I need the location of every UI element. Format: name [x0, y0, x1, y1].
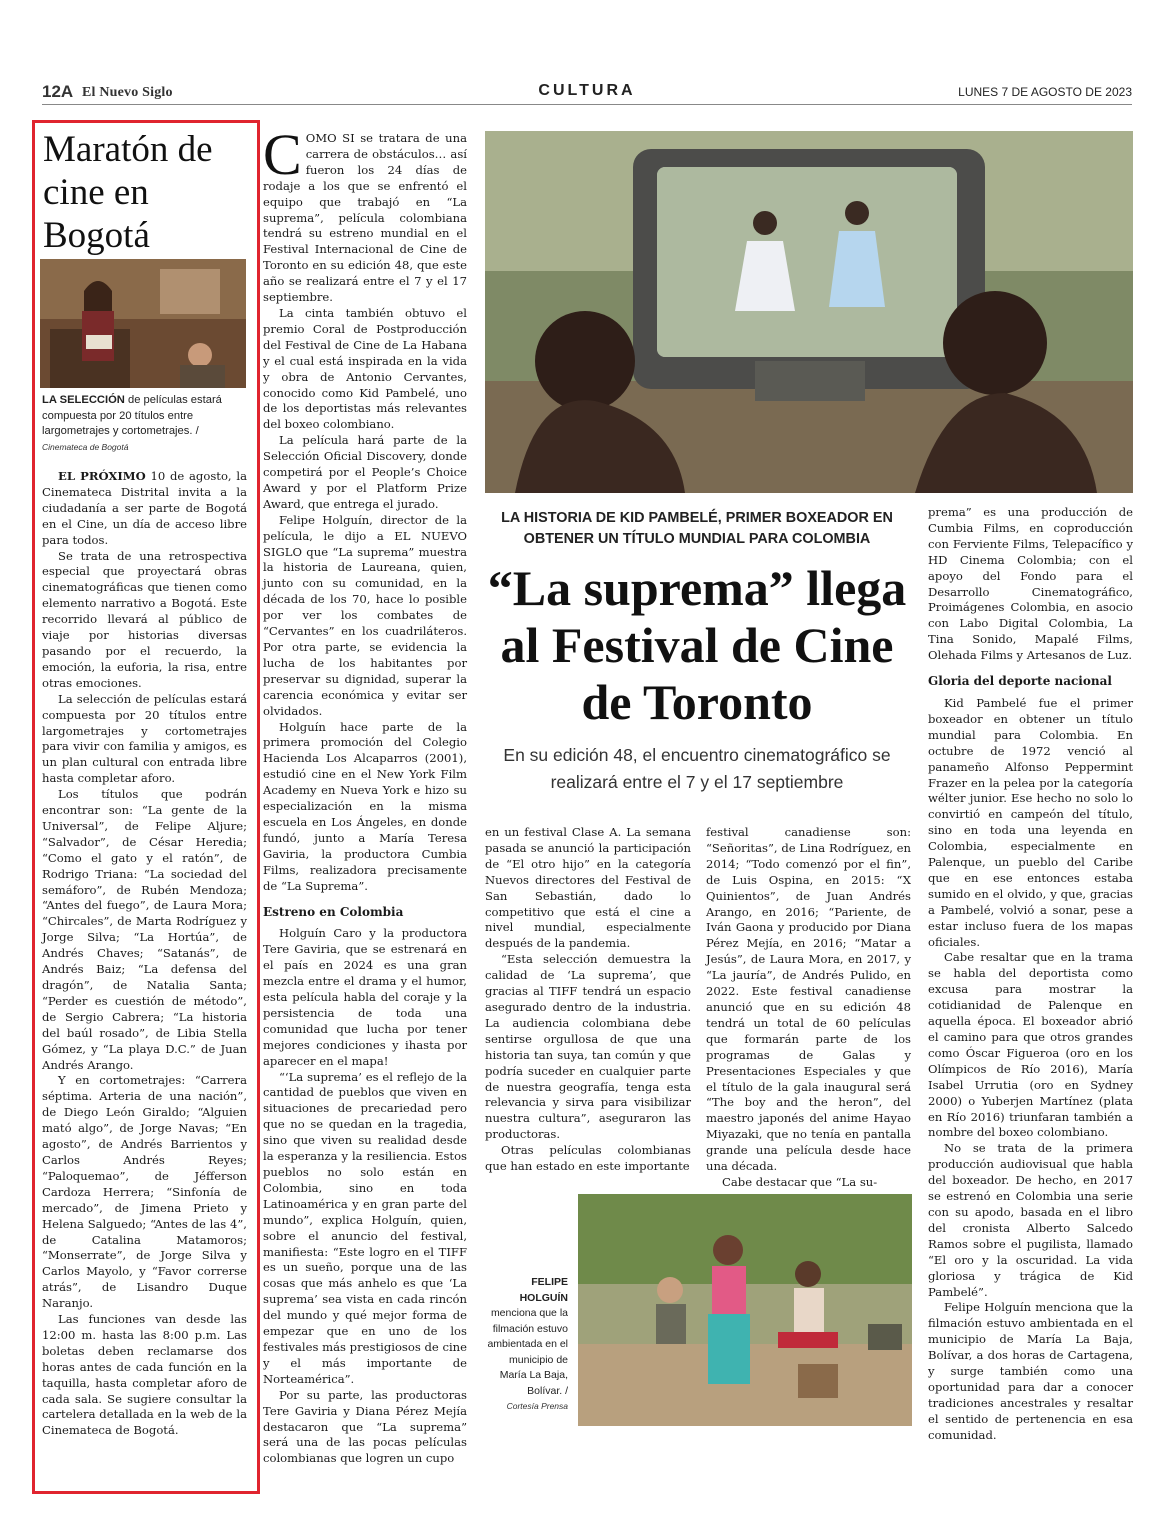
page-header: [42, 82, 1132, 105]
photo-credit: Cortesía Prensa: [506, 1401, 568, 1411]
paragraph: Los títulos que podrán encontrar son: “La gente de la Universal”, de Felipe Aljure; “Salvador”, de César Heredia; “Como el gato y el ratón”, de Rodrigo Triana: “La sociedad del semáforo”, de Rubén Mendoza; “Antes del fuego”, de Laura Mora; “Chircales”, de Marta Rodríguez y Jorge Silva; “La Hortúa”, de Andrés Chaves; “Satanás”, de Andrés Baiz; “La defensa del dragón”, de Natalia Santa; “Perder es cuestión de método”, de Sergio Cabrera; “La historia del baúl rosado”, de Libia Stella Gómez, y “La playa D.C.” de Juan Andrés Arango.: [42, 787, 247, 1072]
paragraph: prema” es una producción de Cumbia Films, en coproducción con Ferviente Films, Telepacífico y HD Cinema Colombia; con el apoyo del Fondo para el Desarrollo Cinematográfico, Proimágenes Colombia, en asocio con Labo Digital Colombia, La Tina Sonido, Mapalé Films, Olehada Films y Artesanos de Luz.: [928, 505, 1133, 663]
paragraph: La selección de películas estará compuesta por 20 títulos entre largometrajes y cortometrajes para vivir con familia y amigos, es un plan cultural con entrada libre hasta completar aforo.: [42, 691, 247, 786]
photo-credit: Cinemateca de Bogotá: [42, 441, 129, 452]
sidebar-title: Maratón de cine en Bogotá: [43, 129, 213, 256]
paragraph: [42, 469, 247, 549]
subheading: Gloria del deporte nacional: [928, 674, 1112, 689]
paragraph: festival canadiense son: “Señoritas”, de Lina Rodríguez, en 2014; “Todo comenzó por el fin”, de Luis Ospina, en 2015: “X Quinientos”, de Juan Andrés Arango, en 2016; “Pariente, de Iván Gaona y producido por Diana Pérez Mejía, en 2016; “Matar a Jesús”, de Laura Mora, en 2017, y “La jauría”, de Andrés Pulido, en 2022. Este festival canadiense anunció que en su edición 48 tendrá un total de 60 películas que formarán parte de los programas de Galas y Presentaciones Especiales y que el título de la gala inaugural será “The boy and the heron”, del maestro japonés del anime Hayao Miyazaki, que no tenía en pantalla grande una película desde hace una década.: [706, 825, 911, 1174]
article-column-3: [706, 825, 911, 1191]
second-photo-caption: [485, 1275, 568, 1415]
lead-words: EL PRÓXIMO: [58, 469, 146, 483]
article-headline: “La suprema” llega al Festival de Cine de Toronto: [487, 560, 907, 730]
lead-text: 10 de agosto, la Cinemateca Distrital invita a la ciudadanía a ser parte de Bogotá en el Cine, un día de acceso libre para todos.: [42, 469, 247, 547]
paragraph: Kid Pambelé fue el primer boxeador en obtener un título mundial para Colombia. En octubre de 1972 venció al panameño Alfonso Peppermint Frazer en la pelea por la categoría wélter junior. Ese hecho no solo lo convirtió en campeón del título, sino en toda una leyenda en Colombia, especialmente en Palenque, un pueblo del Caribe que en ese entonces estaba sumido en el olvido, y que, gracias a Pambelé, volvió a sonar, pese a estar incluso fuera de los mapas oficiales.: [928, 695, 1133, 949]
paragraph: Por su parte, las productoras Tere Gaviria y Diana Pérez Mejía destacaron que “La suprema” será una de las pocas películas colombianas que logren un cupo: [263, 1387, 467, 1466]
paragraph: Cabe resaltar que en la trama se habla del deportista como excusa para mostrar la cotidianidad de Palenque en aquella época. El boxeador abrió el camino para que otros grandes como Óscar Figueroa (oro en los Olímpicos de Río 2016), María Isabel Urrutia (oro en Sydney 2000) o Yuberjen Martínez (plata en Río 2016) triunfaran también a nombre del boxeo colombiano.: [928, 950, 1133, 1140]
second-photo: [578, 1194, 912, 1426]
section-name: CULTURA: [538, 82, 636, 99]
article-deck: En su edición 48, el encuentro cinematográfico se realizará entre el 7 y el 17 septiembre: [503, 745, 891, 792]
sidebar-photo: [40, 259, 246, 388]
caption-lead: LA SELECCIÓN: [42, 394, 125, 406]
opening-paragraph: [263, 122, 467, 306]
paragraph: Las funciones van desde las 12:00 m. hasta las 8:00 p.m. Las boletas deben reclamarse dos horas antes de cada función en la taquilla, hasta completar aforo de cada sala. Se sugiere consultar la cartelera detallada en la web de la Cinemateca de Bogotá.: [42, 1312, 247, 1438]
paragraph: Holguín hace parte de la primera promoción del Colegio Hacienda Los Alcaparros (2001), estudió cine en el New York Film Academy en Nueva York e hizo su especialización en la misma escuela en Los Ángeles, en donde fundó, junto a María Teresa Gaviria, la productora Cumbia Films, realizadora precisamente de “La Suprema”.: [263, 719, 467, 893]
sidebar-body: [42, 469, 247, 1439]
paragraph: “Esta selección demuestra la calidad de ‘La suprema’, que gracias al TIFF tendrá un espacio asegurado dentro de la industria. La audiencia colombiana debe sentirse orgullosa de que una historia tan suya, tan común y que podría suceder en cualquier parte de nuestra geografía, tenga esta relevancia y sirva para visibilizar nuestra cultura”, aseguraron las productoras.: [485, 952, 691, 1142]
sidebar-photo-caption: [42, 393, 247, 455]
main-photo: [485, 131, 1133, 493]
paragraph: en un festival Clase A. La semana pasada se anunció la participación de “El otro hijo” en la categoría Nuevos directores del Festival de San Sebastián, dado lo competitivo que está el cine a nivel mundial, especialmente después de la pandemia.: [485, 825, 691, 951]
paragraph: Felipe Holguín menciona que la filmación estuvo ambientada en el municipio de María La Baja, Bolívar, a dos horas de Cartagena, y surge también como una oportunidad para dar a conocer tradiciones ancestrales y resaltar el sentido de pertenencia en esa comunidad.: [928, 1300, 1133, 1442]
caption-lead: FELIPE HOLGUÍN: [519, 1276, 568, 1304]
paragraph: Cabe destacar que “La su-: [722, 1174, 878, 1189]
page-number: 12A: [42, 82, 74, 101]
paragraph: Felipe Holguín, director de la película, le dijo a EL NUEVO SIGLO que “La suprema” muestra la historia de Laureana, quien, junto con su comunidad, en la década de los 70, hace lo posible por ver los combates de “Cervantes” en los cuadriláteros. Por otra parte, se evidencia la lucha de los habitantes por preservar su dignidad, superar la carencia económica y evitar ser olvidados.: [263, 512, 467, 718]
paragraph: Se trata de una retrospectiva especial que proyectará obras cinematográficas que tienen como elemento narrativo a Bogotá. Este recorrido llevará al público de viaje por historias diversas pasando por el recuerdo, la emoción, la euforia, la risa, entre otras emociones.: [42, 548, 247, 690]
paragraph: Otras películas colombianas que han estado en este importante: [485, 1143, 691, 1174]
paragraph: La película hará parte de la Selección Oficial Discovery, donde competirá por el People’s Choice Award y por el Platform Prize Award, que entrega el jurado.: [263, 433, 467, 511]
article-column-2: [485, 825, 691, 1175]
paragraph: No se trata de la primera producción audiovisual que habla del boxeador. De hecho, en 2017 se estrenó en Colombia una serie con su apodo, basada en el libro del cronista Alberto Salcedo Ramos sobre el pugilista, llamado “El oro y la oscuridad. La vida gloriosa y trágica de Kid Pambelé”.: [928, 1141, 1133, 1299]
opening-text: OMO SI se tratara de una carrera de obstáculos… así fueron los 24 días de rodaje a los que se enfrentó el equipo que trabajó en “La suprema”, película colombiana tendrá su estreno mundial en el Festival Internacional de Cine de Toronto en su edición 48, que este año se realizará entre el 7 y el 17 septiembre.: [263, 131, 467, 305]
article-column-4: [928, 505, 1133, 1444]
paragraph: Holguín Caro y la productora Tere Gaviria, que se estrenará en el país en 2024 es una gran mezcla entre el drama y el humor, esta película habla del coraje y la persistencia de toda una comunidad que lucha por tener mejores condiciones y ihasta por aparecer en el mapa!: [263, 926, 467, 1068]
article-column-1: [263, 122, 467, 1467]
subheading: Estreno en Colombia: [263, 904, 404, 919]
newspaper-name: El Nuevo Siglo: [82, 85, 173, 100]
caption-text: menciona que la filmación estuvo ambientada en el municipio de María La Baja, Bolívar. /: [487, 1307, 568, 1397]
paragraph: La cinta también obtuvo el premio Coral de Postproducción del Festival de Cine de La Habana y el cual está inspirada en la vida y obra de Antonio Cervantes, conocido como Kid Pambelé, uno de los deportistas más relevantes del boxeo colombiano.: [263, 305, 467, 432]
drop-cap: C: [263, 122, 302, 187]
paragraph: “‘La suprema’ es el reflejo de la cantidad de pueblos que viven en situaciones de precariedad pero que no se quedan en la tragedia, sino que viven su realidad desde la esperanza y la resiliencia. Estos pueblos no solo están en Colombia, sino en toda Latinoamérica y en gran parte del mundo”, explica Holguín, quien, sobre el anuncio del festival, manifiesta: “Este logro en el TIFF es un sueño, porque una de las cosas que más anhelo es que ‘La suprema’ sea vista en cada rincón del mundo y qué mejor forma de empezar que en uno de los festivales más prestigiosos de cine y el más importante de Norteamérica”.: [263, 1069, 467, 1386]
issue-date: LUNES 7 DE AGOSTO DE 2023: [958, 85, 1132, 99]
caption-text: de películas estará compuesta por 20 títulos entre largometrajes y cortometrajes. /: [42, 394, 222, 437]
paragraph: Y en cortometrajes: “Carrera séptima. Arteria de una nación”, de Diego León Giraldo; “Alguien mató algo”, de Jorge Navas; “En agosto”, de Andrés Barrientos y Carlos Andrés Reyes; “Paloquemao”, de Jéfferson Cardoza Herrera; “Sinfonía de mercado”, de Jimena Prieto y Helena Salguedo; “Antes de las 4”, de Catalina Matamoros; “Monserrate”, de Jorge Silva y Carlos Mayolo, y “Favor correrse atrás”, de Lisandro Duque Naranjo.: [42, 1073, 247, 1311]
article-kicker: LA HISTORIA DE KID PAMBELÉ, PRIMER BOXEADOR EN OBTENER UN TÍTULO MUNDIAL PARA COLOMBIA: [501, 510, 893, 547]
